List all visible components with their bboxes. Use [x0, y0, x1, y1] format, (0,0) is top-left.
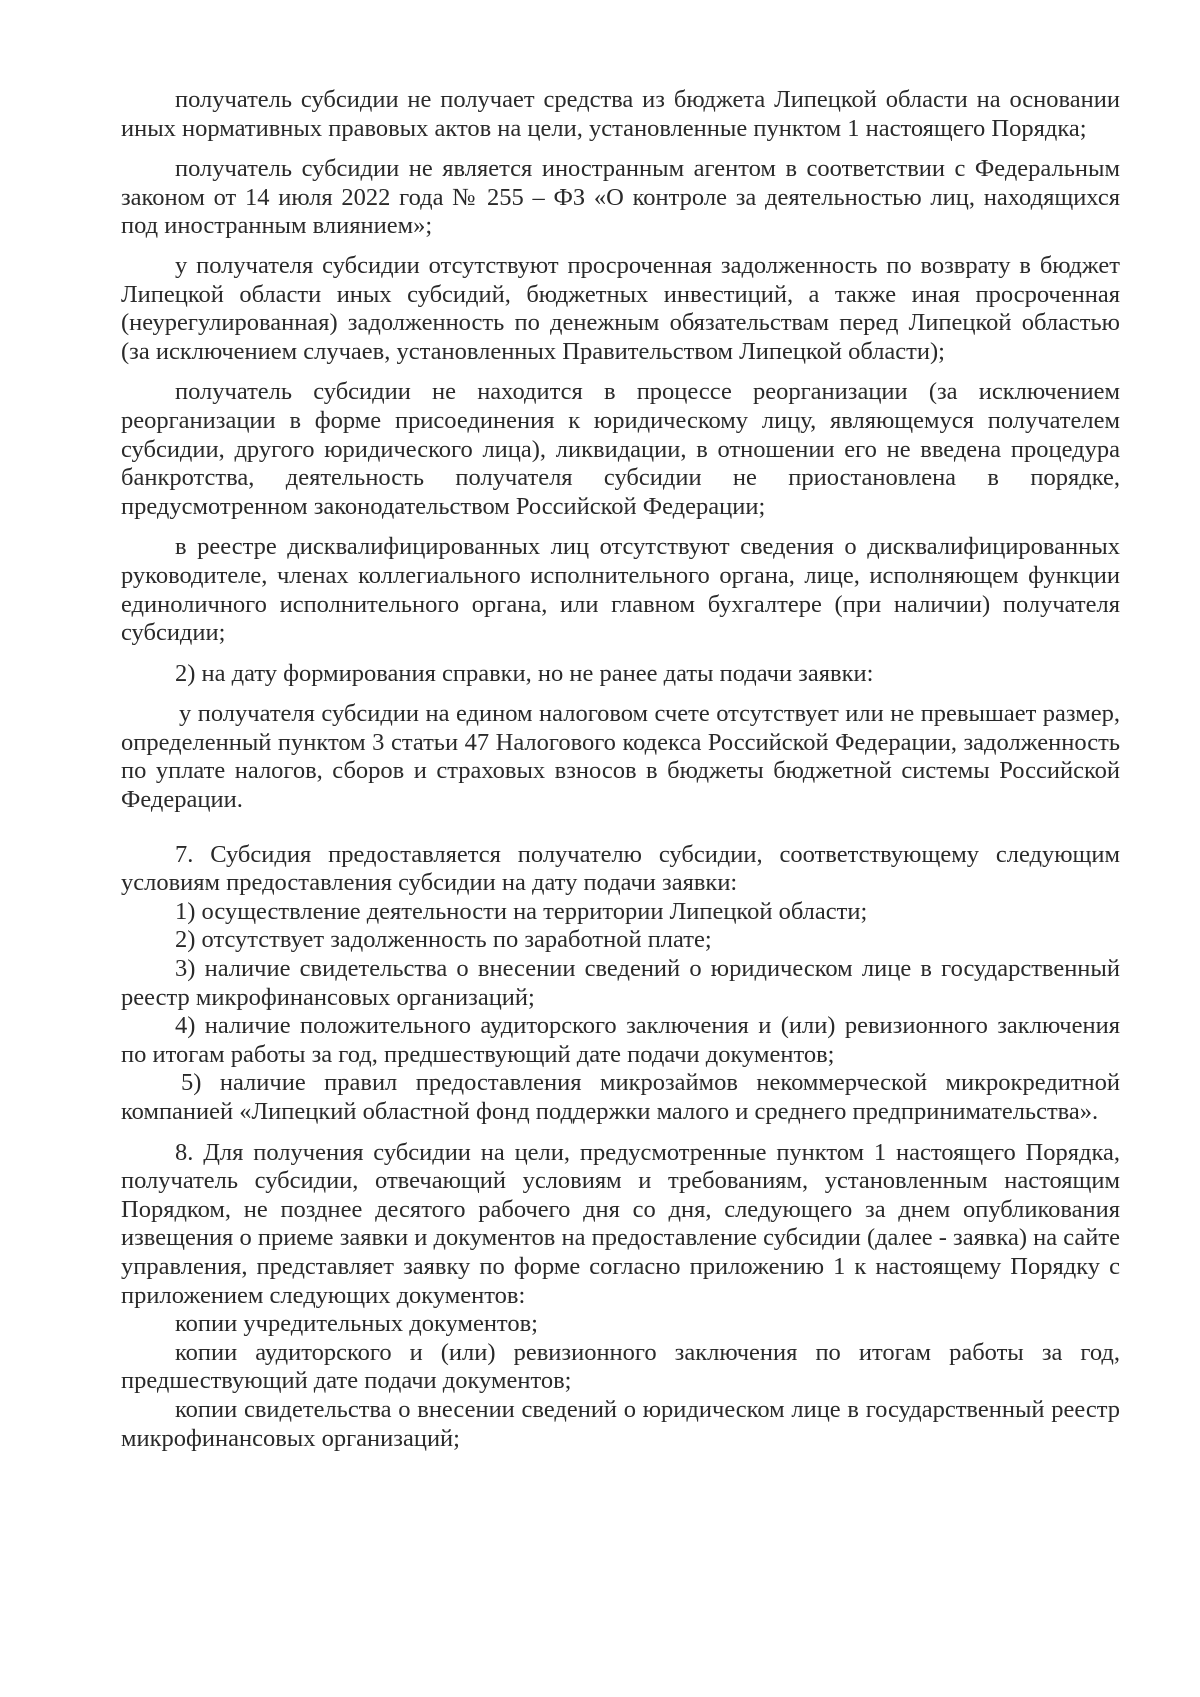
- paragraph-tax-debt: у получателя субсидии на едином налоговом счете отсутствует или не превышает размер, определенный пунктом 3 статьи 47 Налогового кодекса Российской Федерации, задолженность по уплате налогов, сборов и страховых взносов в бюджеты бюджетной системы Российской Федерации.: [121, 700, 1120, 814]
- paragraph-item-8: 8. Для получения субсидии на цели, предусмотренные пунктом 1 настоящего Порядка, получатель субсидии, отвечающий условиям и требованиям, установленным настоящим Порядком, не позднее десятого рабочего дня со дня, следующего за днем опубликования извещения о приеме заявки и документов на предоставление субсидии (далее - заявка) на сайте управления, представляет заявку по форме согласно приложению 1 к настоящему Порядку с приложением следующих документов:: [121, 1138, 1120, 1309]
- paragraph-overdue-debt: у получателя субсидии отсутствуют просроченная задолженность по возврату в бюджет Липецкой области иных субсидий, бюджетных инвестиций, а также иная просроченная (неурегулированная) задолженность по денежным обязательствам перед Липецкой областью (за исключением случаев, установленных Правительством Липецкой области);: [121, 251, 1120, 365]
- paragraph-condition-3: 3) наличие свидетельства о внесении сведений о юридическом лице в государственный реестр микрофинансовых организаций;: [121, 955, 1120, 1011]
- paragraph-foreign-agent: получатель субсидии не является иностранным агентом в соответствии с Федеральным законом от 14 июля 2022 года № 255 – ФЗ «О контроле за деятельностью лиц, находящихся под иностранным влиянием»;: [121, 155, 1120, 240]
- paragraph-budget-funds: получатель субсидии не получает средства из бюджета Липецкой области на основании иных нормативных правовых актов на цели, установленные пунктом 1 настоящего Порядка;: [121, 86, 1120, 142]
- paragraph-doc-charter: копии учредительных документов;: [175, 1310, 538, 1338]
- paragraph-reorganization: получатель субсидии не находится в процессе реорганизации (за исключением реорганизации в форме присоединения к юридическому лицу, являющемуся получателем субсидии, другого юридического лица), ликвидации, в отношении его не введена процедура банкротства, деятельность получателя субсидии не приостановлена в порядке, предусмотренном законодательством Российской Федерации;: [121, 378, 1120, 520]
- paragraph-item-7: 7. Субсидия предоставляется получателю субсидии, соответствующему следующим условиям предоставления субсидии на дату подачи заявки:: [121, 840, 1120, 897]
- paragraph-doc-registry: копии свидетельства о внесении сведений о юридическом лице в государственный реестр микрофинансовых организаций;: [121, 1395, 1120, 1452]
- paragraph-condition-1: 1) осуществление деятельности на территории Липецкой области;: [175, 897, 868, 925]
- paragraph-disqualified-persons: в реестре дисквалифицированных лиц отсутствуют сведения о дисквалифицированных руководителе, членах коллегиального исполнительного органа, лице, исполняющем функции единоличного исполнительного органа, или главном бухгалтере (при наличии) получателя субсидии;: [121, 533, 1120, 647]
- paragraph-certificate-date: 2) на дату формирования справки, но не ранее даты подачи заявки:: [175, 659, 874, 687]
- paragraph-condition-4: 4) наличие положительного аудиторского заключения и (или) ревизионного заключения по итогам работы за год, предшествующий дате подачи документов;: [121, 1012, 1120, 1068]
- paragraph-doc-audit: копии аудиторского и (или) ревизионного заключения по итогам работы за год, предшествующий дате подачи документов;: [121, 1338, 1120, 1395]
- paragraph-condition-5: 5) наличие правил предоставления микрозаймов некоммерческой микрокредитной компанией «Липецкий областной фонд поддержки малого и среднего предпринимательства».: [121, 1069, 1120, 1125]
- paragraph-condition-2: 2) отсутствует задолженность по заработной плате;: [175, 926, 712, 954]
